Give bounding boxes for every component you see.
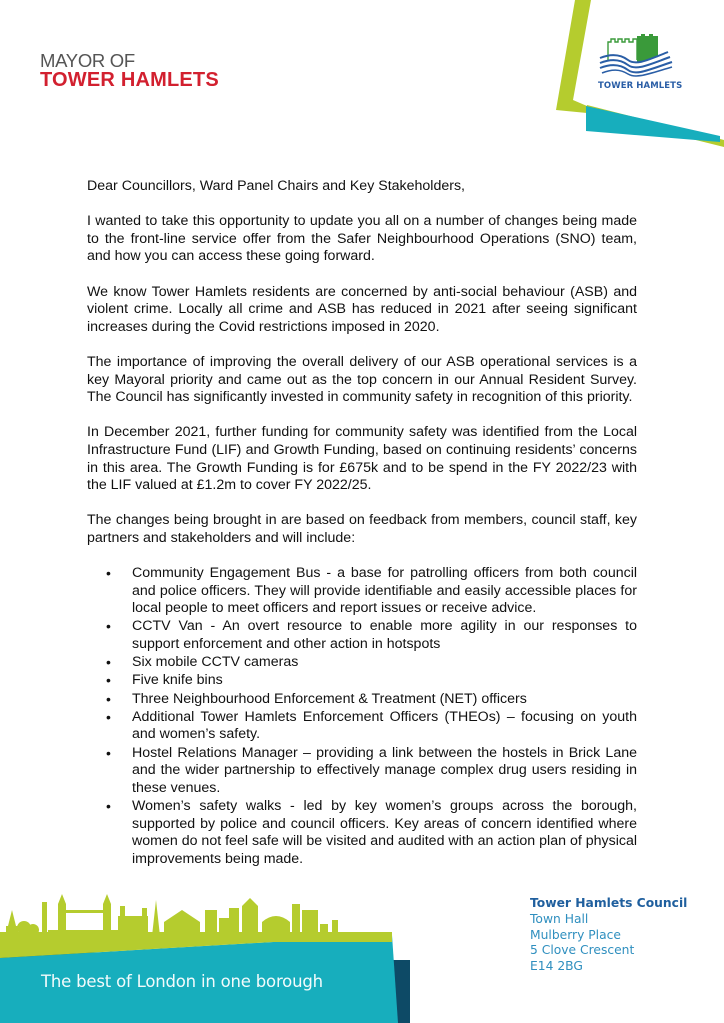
list-item-text: Women’s safety walks - led by key women’s groups across the borough, supported by police and council officers. Key areas of concern identified where women do not feel safe will be visited and audited with an action plan of physical improvements being made. [132, 797, 637, 867]
address-organisation: Tower Hamlets Council [530, 896, 688, 910]
bullet-icon: • [106, 654, 111, 671]
changes-list [87, 565, 637, 868]
letter-body [87, 178, 637, 869]
mayor-logo [40, 52, 219, 90]
footer-banner [0, 880, 430, 1023]
footer-tagline: The best of London in one borough [41, 972, 323, 991]
paragraph-changes: The changes being brought in are based on feedback from members, council staff, key partners and stakeholders and will include: [87, 512, 637, 546]
council-address [530, 896, 687, 975]
list-item-text: Hostel Relations Manager – providing a link between the hostels in Brick Lane and the wider partnership to effectively manage complex drug users residing in these venues. [132, 744, 637, 796]
list-item [106, 690, 637, 709]
bullet-icon: • [106, 797, 111, 814]
bullet-icon: • [106, 672, 111, 689]
mayor-logo-line1: MAYOR OF [40, 50, 135, 71]
address-line: Mulberry Place [530, 927, 621, 942]
paragraph-intro: I wanted to take this opportunity to update you all on a number of changes being made to the front-line service offer from the Safer Neighbourhood Operations (SNO) team, and how you can access these going forward. [87, 213, 637, 265]
list-item [106, 744, 637, 798]
address-line: E14 2BG [530, 959, 583, 974]
bullet-icon: • [106, 565, 111, 582]
address-line: Town Hall [530, 911, 589, 926]
list-item [106, 565, 637, 618]
bullet-icon: • [106, 690, 111, 707]
paragraph-concerns: We know Tower Hamlets residents are concerned by anti-social behaviour (ASB) and violent crime. Locally all crime and ASB has reduced in 2021 after seeing significant increases during the Covid restrictions imposed in 2020. [87, 283, 637, 335]
castle-river-logo-icon [596, 30, 686, 80]
bullet-icon: • [106, 618, 111, 635]
address-line: 5 Clove Crescent [530, 943, 635, 958]
tower-hamlets-council-logo [596, 30, 686, 94]
bullet-icon: • [106, 708, 111, 725]
list-item-text: Community Engagement Bus - a base for patrolling officers from both council and police officers. They will provide identifiable and easily accessible places for local people to meet officers and report issues or receive advice. [132, 565, 637, 617]
list-item-text: Six mobile CCTV cameras [132, 654, 299, 671]
list-item [106, 654, 637, 672]
council-logo-text: TOWER HAMLETS [598, 81, 683, 91]
list-item [106, 797, 637, 868]
list-item-text: Three Neighbourhood Enforcement & Treatment (NET) officers [132, 690, 527, 707]
salutation: Dear Councillors, Ward Panel Chairs and Key Stakeholders, [87, 178, 465, 194]
list-item-text: CCTV Van - An overt resource to enable more agility in our responses to support enforcement and other action in hotspots [132, 618, 637, 653]
list-item [106, 708, 637, 744]
paragraph-priority: The importance of improving the overall delivery of our ASB operational services is a key Mayoral priority and came out as the top concern in our Annual Resident Survey. The Council has significantly invested in community safety in recognition of this priority. [87, 353, 637, 406]
list-item [106, 672, 637, 690]
list-item-text: Additional Tower Hamlets Enforcement Officers (THEOs) – focusing on youth and women’s safety. [132, 708, 637, 743]
list-item [106, 618, 637, 653]
bullet-icon: • [106, 744, 111, 761]
mayor-logo-line2: TOWER HAMLETS [40, 69, 219, 91]
paragraph-funding: In December 2021, further funding for community safety was identified from the Local Infrastructure Fund (LIF) and Growth Funding, based on continuing residents’ concerns in this area. The Growth Funding is for £675k and to be spend in the FY 2022/23 with the LIF valued at £1.2m to cover FY 2022/25. [87, 424, 637, 494]
list-item-text: Five knife bins [132, 672, 223, 689]
